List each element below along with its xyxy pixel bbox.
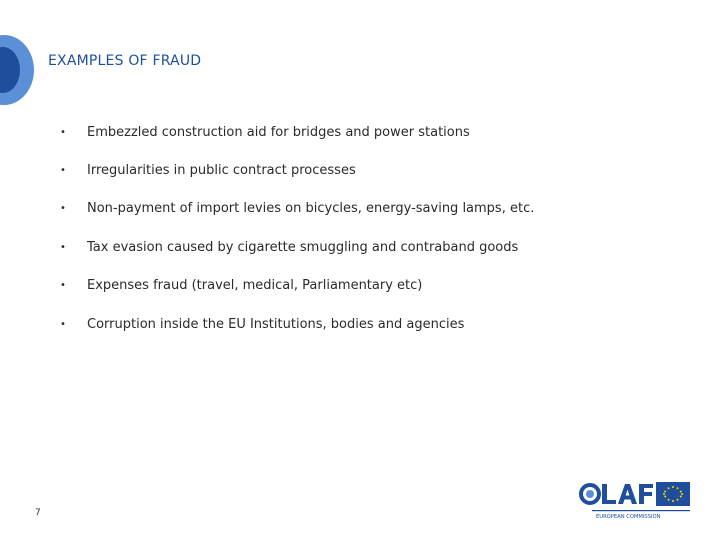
olaf-logo-o-core <box>586 490 594 498</box>
olaf-logo-caption: EUROPEAN COMMISSION <box>596 514 661 520</box>
bullet-text: Embezzled construction aid for bridges and power stations <box>87 124 470 140</box>
bullet-item <box>60 151 534 189</box>
bullet-item <box>60 267 534 305</box>
bullet-list <box>60 113 534 343</box>
olaf-logo-f <box>639 484 653 504</box>
bullet-marker: • <box>60 165 66 177</box>
bullet-item <box>60 228 534 266</box>
bullet-text: Non-payment of import levies on bicycles, energy-saving lamps, etc. <box>87 201 535 217</box>
bullet-text: Corruption inside the EU Institutions, bodies and agencies <box>87 316 465 332</box>
bullet-item <box>60 113 534 151</box>
eu-flag-icon <box>656 482 690 506</box>
olaf-logo <box>578 480 692 522</box>
decorative-circle <box>0 35 34 105</box>
bullet-text: Expenses fraud (travel, medical, Parliamentary etc) <box>87 278 423 294</box>
slide-title: EXAMPLES OF FRAUD <box>48 53 202 69</box>
bullet-text: Irregularities in public contract processes <box>87 163 356 179</box>
olaf-logo-a <box>618 484 637 504</box>
bullet-text: Tax evasion caused by cigarette smuggling and contraband goods <box>87 239 519 255</box>
decorative-circle-inner <box>0 47 20 93</box>
bullet-marker: • <box>60 241 66 253</box>
bullet-marker: • <box>60 203 66 215</box>
olaf-logo-divider <box>592 510 690 511</box>
bullet-marker: • <box>60 280 66 292</box>
olaf-logo-l <box>602 484 616 504</box>
page-number: 7 <box>35 508 41 518</box>
bullet-marker: • <box>60 126 66 138</box>
bullet-marker: • <box>60 318 66 330</box>
bullet-item <box>60 190 534 228</box>
bullet-item <box>60 305 534 343</box>
